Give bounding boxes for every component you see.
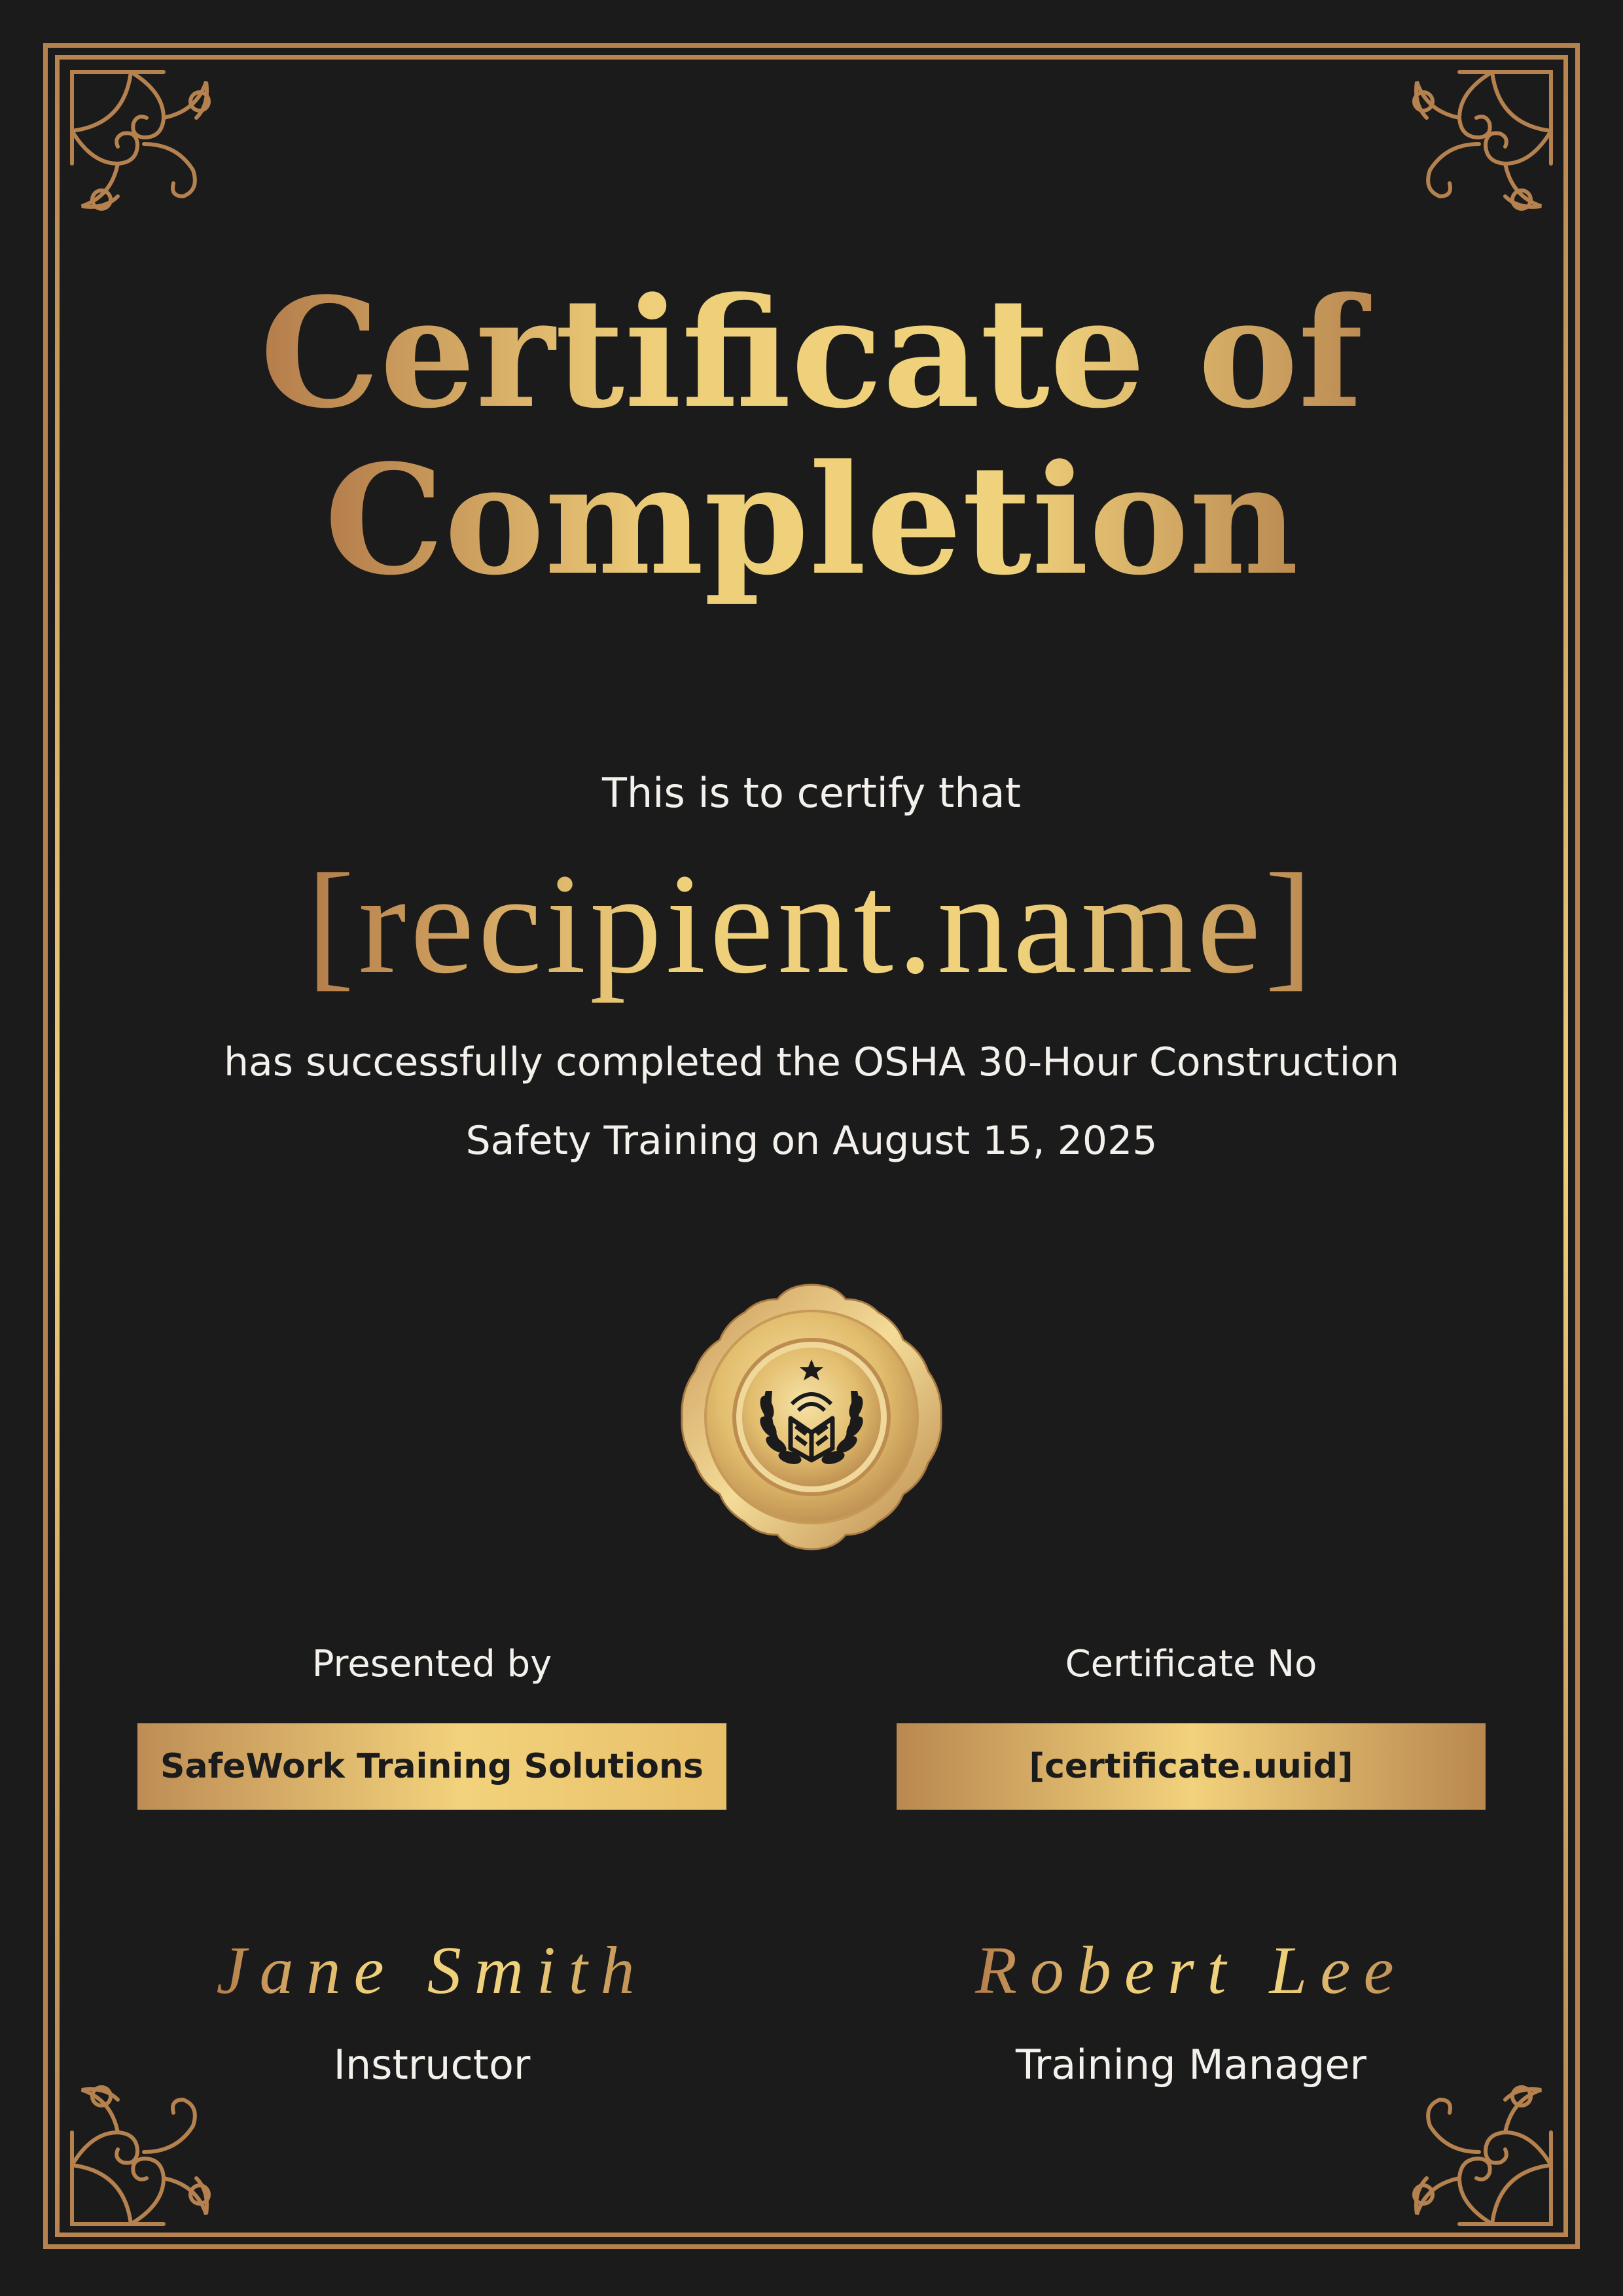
certificate-id-plate	[897, 1723, 1486, 1810]
recipient-name	[0, 831, 1623, 1028]
corner-flourish-icon	[65, 65, 223, 223]
signature-right	[897, 1918, 1486, 2029]
description-line-1: has successfully completed the OSHA 30-Hour Construction	[223, 1039, 1399, 1085]
certificate-no-label: Certificate No	[1065, 1643, 1317, 1685]
signature-left	[137, 1918, 726, 2029]
recipient-name-text: [recipient.name]	[306, 844, 1317, 1003]
signature-right-name: Robert Lee	[975, 1933, 1407, 2008]
seal-medal-icon	[674, 1280, 949, 1554]
certificate-title	[0, 262, 1623, 615]
corner-flourish-icon	[65, 2073, 223, 2231]
title-line-1: Certificate of	[260, 265, 1363, 442]
certificate-id: [certificate.uuid]	[1029, 1747, 1353, 1786]
signature-left-role: Instructor	[333, 2041, 531, 2089]
title-line-2: Completion	[324, 432, 1299, 609]
signature-right-role: Training Manager	[1015, 2041, 1367, 2089]
organization-name: SafeWork Training Solutions	[160, 1747, 704, 1786]
signature-left-name: Jane Smith	[216, 1933, 648, 2008]
presented-by-label: Presented by	[312, 1643, 552, 1685]
corner-flourish-icon	[1400, 65, 1558, 223]
organization-plate	[137, 1723, 726, 1810]
description-line-2: Safety Training on August 15, 2025	[465, 1118, 1158, 1164]
corner-flourish-icon	[1400, 2073, 1558, 2231]
certify-intro: This is to certify that	[602, 769, 1021, 817]
